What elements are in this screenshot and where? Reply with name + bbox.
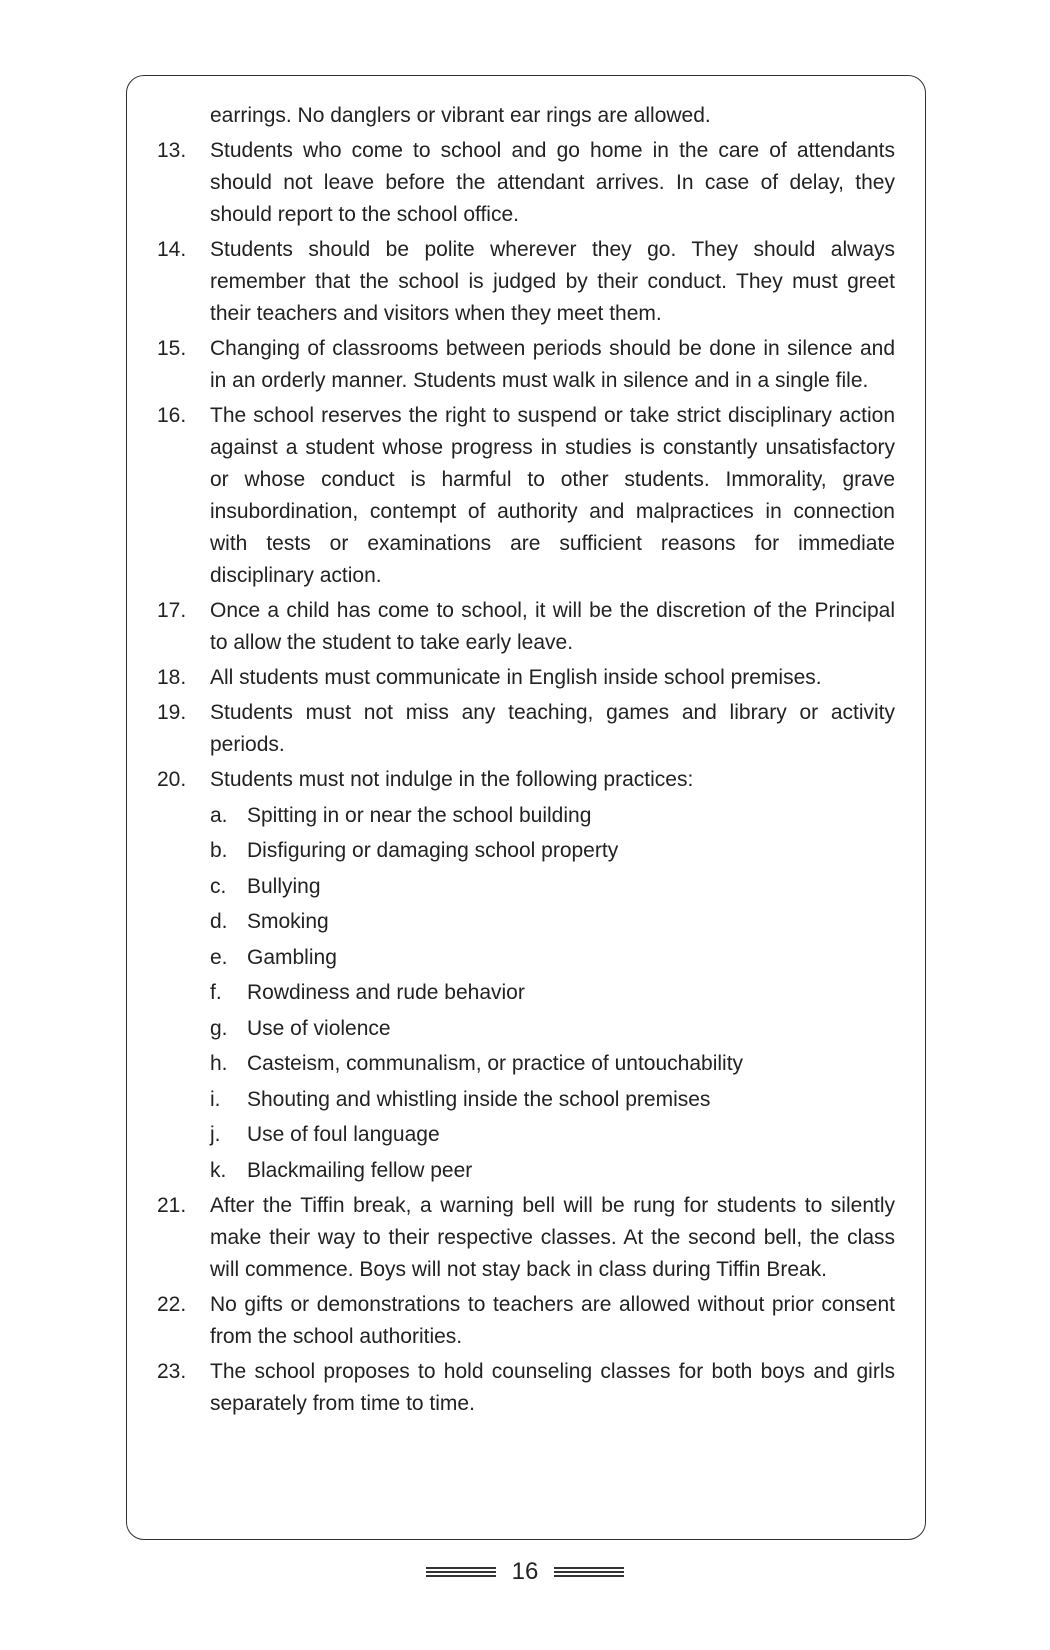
sub-item-text: Bullying	[247, 874, 321, 898]
rule-number: 18.	[157, 666, 187, 689]
rule-number: 14.	[157, 238, 187, 261]
rule-item	[157, 135, 895, 231]
sub-item-text: Use of foul language	[247, 1123, 440, 1146]
rule-body	[210, 234, 895, 330]
rule-text: After the Tiffin break, a warning bell will be rung for students to silently make their way to their respective classes. At the second bell, the class will commence. Boys will not stay back in class during Tiffin Break.	[210, 1193, 895, 1281]
prohibited-practice-item	[210, 1084, 895, 1116]
rule-body	[210, 135, 895, 231]
prohibited-practice-item	[210, 871, 895, 903]
rule-number: 22.	[157, 1292, 187, 1316]
rule-body	[210, 1356, 895, 1420]
rule-text: The school proposes to hold counseling classes for both boys and girls separately from time to time.	[210, 1359, 895, 1415]
rule-number: 23.	[157, 1359, 187, 1383]
continuation-text: earrings. No danglers or vibrant ear rings are allowed.	[210, 104, 711, 127]
rule-text: Students must not miss any teaching, games and library or activity periods.	[210, 701, 895, 756]
sub-item-letter: h.	[210, 1052, 228, 1075]
rule-body	[210, 595, 895, 659]
sub-item-text: Blackmailing fellow peer	[247, 1158, 473, 1182]
rule-item	[157, 697, 895, 761]
prohibited-practice-item	[210, 906, 895, 938]
page-frame	[126, 75, 926, 1540]
prohibited-practice-item	[210, 835, 895, 867]
sub-item-letter: c.	[210, 874, 227, 898]
rule-text: Students who come to school and go home in the care of attendants should not leave before the attendant arrives. In case of delay, they should report to the school office.	[210, 139, 895, 226]
rule-body	[210, 400, 895, 592]
sub-item-text: Casteism, communalism, or practice of untouchability	[247, 1052, 744, 1075]
page-footer	[0, 1554, 1050, 1590]
rule-body	[210, 1289, 895, 1353]
sub-item-letter: a.	[210, 803, 228, 827]
sub-item-text: Smoking	[247, 910, 329, 933]
sub-item-letter: j.	[210, 1123, 221, 1146]
rule-item	[157, 764, 895, 1187]
rule-item	[157, 662, 895, 694]
sub-item-text: Shouting and whistling inside the school premises	[247, 1087, 711, 1111]
rule-number: 16.	[157, 404, 187, 427]
rule-body	[210, 333, 895, 397]
footer-rule-right	[554, 1567, 624, 1577]
rule-body	[210, 697, 895, 761]
sub-item-text: Rowdiness and rude behavior	[247, 981, 525, 1004]
prohibited-practice-item	[210, 942, 895, 974]
sub-item-letter: b.	[210, 839, 228, 862]
rule-item	[157, 1356, 895, 1420]
rule-item	[157, 400, 895, 592]
rule-body	[210, 1190, 895, 1286]
rule-body	[210, 764, 895, 1187]
rule-text: All students must communicate in English inside school premises.	[210, 666, 822, 689]
rule-text: Students must not indulge in the following practices:	[210, 768, 694, 791]
sub-item-text: Gambling	[247, 945, 337, 969]
prohibited-practice-item	[210, 1013, 895, 1045]
rules-list	[157, 135, 895, 1420]
prohibited-practices-list	[210, 800, 895, 1187]
prohibited-practice-item	[210, 977, 895, 1009]
rule-item	[157, 1190, 895, 1286]
prohibited-practice-item	[210, 1048, 895, 1080]
sub-item-letter: i.	[210, 1087, 221, 1111]
rules-content	[157, 100, 895, 1420]
prohibited-practice-item	[210, 1155, 895, 1187]
rule-body	[210, 662, 895, 694]
rule-item	[157, 1289, 895, 1353]
rule-number: 21.	[157, 1193, 187, 1217]
sub-item-letter: d.	[210, 910, 228, 933]
rule-text: No gifts or demonstrations to teachers are allowed without prior consent from the school authorities.	[210, 1292, 895, 1348]
rule-text: Students should be polite wherever they go. They should always remember that the school is judged by their conduct. They must greet their teachers and visitors when they meet them.	[210, 238, 895, 325]
sub-item-text: Disfiguring or damaging school property	[247, 839, 619, 862]
sub-item-letter: f.	[210, 981, 222, 1004]
sub-item-letter: g.	[210, 1016, 228, 1040]
rule-number: 13.	[157, 139, 187, 162]
rule-item	[157, 333, 895, 397]
sub-item-text: Spitting in or near the school building	[247, 803, 592, 827]
rule-number: 19.	[157, 701, 187, 724]
sub-item-text: Use of violence	[247, 1016, 391, 1040]
rule-number: 17.	[157, 599, 187, 622]
rule-text: Once a child has come to school, it will be the discretion of the Principal to allow the student to take early leave.	[210, 599, 895, 654]
rule-item	[157, 595, 895, 659]
prohibited-practice-item	[210, 1119, 895, 1151]
prohibited-practice-item	[210, 800, 895, 832]
footer-rule-left	[426, 1567, 496, 1577]
rule-number: 15.	[157, 337, 187, 360]
sub-item-letter: e.	[210, 945, 228, 969]
sub-item-letter: k.	[210, 1158, 227, 1182]
page-number: 16	[511, 1558, 539, 1585]
rule-text: The school reserves the right to suspend or take strict disciplinary action against a student whose progress in studies is constantly unsatisfactory or whose conduct is harmful to other students. Immorality, grave insubordination, contempt of authority and malpractices in connection with tests or examinations are sufficient reasons for immediate disciplinary action.	[210, 404, 895, 587]
rule-number: 20.	[157, 768, 187, 791]
rule-item	[157, 234, 895, 330]
rule-text: Changing of classrooms between periods should be done in silence and in an orderly manner. Students must walk in silence and in a single file.	[210, 337, 895, 392]
